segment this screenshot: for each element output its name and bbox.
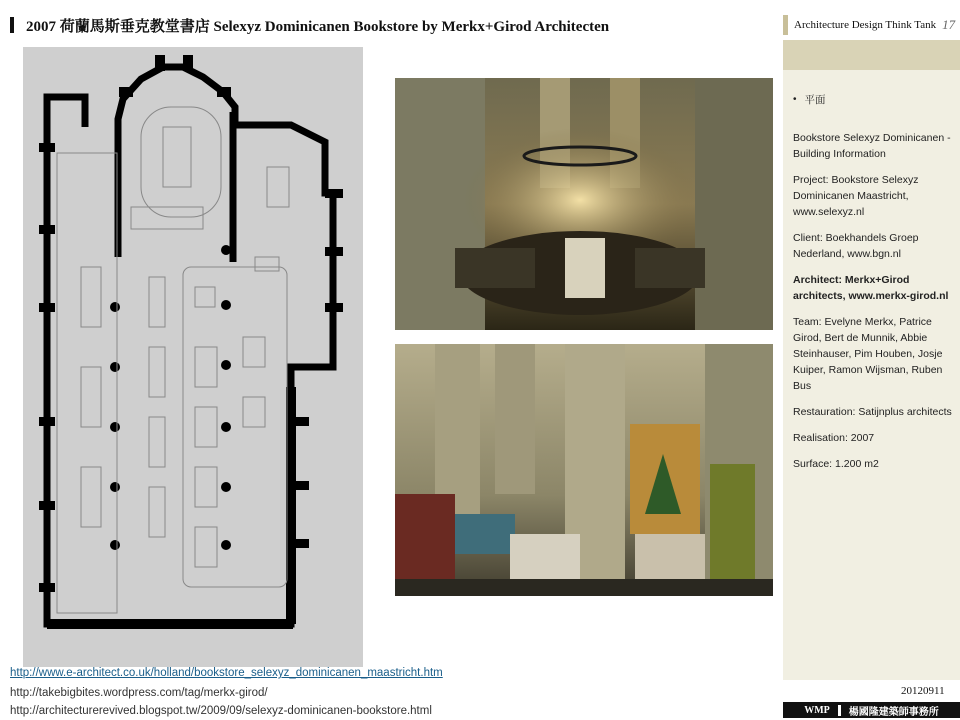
interior-photo-upper	[395, 78, 773, 330]
sidebar-paragraph: Surface: 1.200 m2	[793, 458, 879, 470]
brand-bar	[783, 15, 960, 35]
date-stamp: 20120911	[901, 685, 945, 697]
sidebar-heading-text: 平面	[804, 94, 826, 106]
info-sidebar	[783, 40, 960, 680]
page-title: 2007 荷蘭馬斯垂克教堂書店 Selexyz Dominicanen Bookstore by Merkx+Girod Architecten	[26, 18, 610, 35]
firm-badge-name: 楊國隆建築師事務所	[848, 706, 939, 718]
source-link-takebigbites: http://takebigbites.wordpress.com/tag/merkx-girod/	[10, 687, 268, 699]
source-link-architecturerevived: http://architecturerevived.blogspot.tw/2009/09/selexyz-dominicanen-bookstore.html	[10, 705, 432, 717]
firm-badge-separator	[838, 705, 841, 716]
sidebar-paragraph: Restauration: Satijnplus architects	[793, 406, 952, 418]
page-number: 17	[942, 17, 956, 32]
sidebar-paragraph: Client: Boekhandels Groep Nederland, www.bgn.nl	[793, 232, 919, 260]
firm-badge-abbrev: WMP	[804, 704, 830, 716]
brand-marker	[783, 15, 788, 35]
sidebar-content	[793, 92, 955, 482]
sidebar-paragraph: Team: Evelyne Merkx, Patrice Girod, Bert de Munnik, Abbie Steinhauser, Pim Houben, Josje Kuiper, Ramon Wijsman, Ruben Bus	[793, 316, 943, 392]
sidebar-paragraphs	[793, 130, 955, 472]
floor-plan-drawing	[23, 47, 363, 667]
bullet-icon: •	[793, 94, 797, 105]
floor-plan	[23, 47, 363, 667]
interior-photo-lower	[395, 344, 773, 596]
sidebar-heading	[793, 92, 955, 108]
firm-badge	[783, 702, 960, 718]
interior-photo-upper-image	[395, 78, 773, 330]
interior-photo-lower-image	[395, 344, 773, 596]
sidebar-paragraph: Bookstore Selexyz Dominicanen - Building Information	[793, 132, 951, 160]
sidebar-paragraph: Realisation: 2007	[793, 432, 875, 444]
source-link-e-architect[interactable]: http://www.e-architect.co.uk/holland/bookstore_selexyz_dominicanen_maastricht.htm	[10, 667, 443, 679]
title-marker	[10, 17, 14, 33]
sidebar-paragraph: Architect: Merkx+Girod architects, www.merkx-girod.nl	[793, 274, 949, 302]
brand-name: Architecture Design Think Tank	[794, 19, 937, 31]
sidebar-header-band	[783, 40, 960, 70]
sidebar-paragraph: Project: Bookstore Selexyz Dominicanen Maastricht, www.selexyz.nl	[793, 174, 919, 218]
title-bar	[10, 14, 609, 36]
